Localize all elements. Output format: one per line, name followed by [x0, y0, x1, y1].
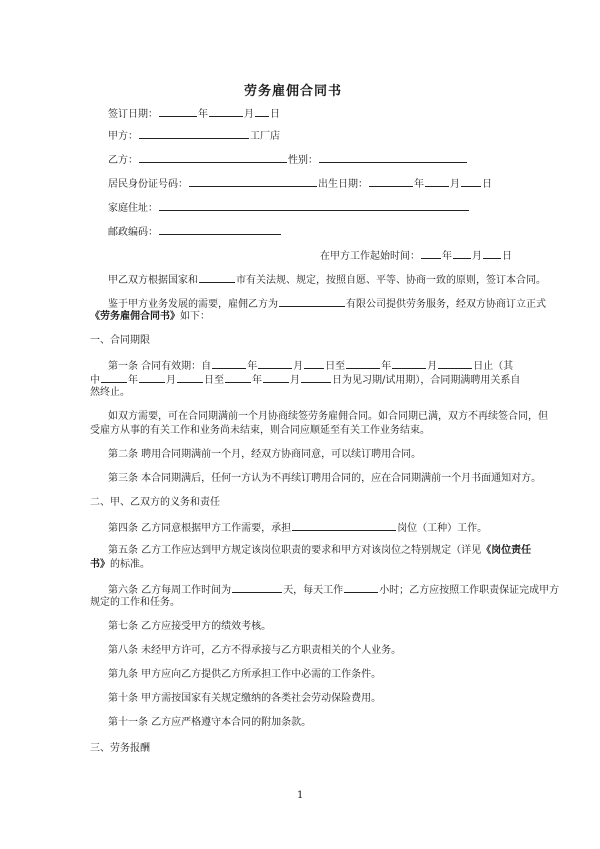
- position-blank[interactable]: [292, 520, 396, 531]
- start-day-blank[interactable]: [483, 248, 501, 259]
- clause-7: 第七条 乙方应接受甲方的绩效考核。: [108, 621, 272, 632]
- c1-start-month-blank[interactable]: [258, 358, 292, 369]
- party-a-suffix: 工厂店: [250, 131, 280, 142]
- intro-paragraph-2: 鉴于甲方业务发展的需要，雇佣乙方为 有限公司提供劳务服务，经双方协商订立正式: [108, 296, 546, 312]
- id-birth-field: 居民身份证号码： 出生日期： 年 月 日: [108, 176, 492, 192]
- start-year-blank[interactable]: [421, 248, 441, 259]
- year-label: 年: [198, 109, 208, 120]
- page-title: 劳务雇佣合同书: [244, 84, 343, 99]
- postcode-blank[interactable]: [159, 224, 281, 235]
- postcode-field: [108, 224, 282, 240]
- party-a-field: [108, 128, 280, 144]
- sign-day-blank[interactable]: [255, 106, 269, 117]
- section-heading-2: 二、甲、乙双方的义务和责任: [90, 497, 220, 508]
- city-blank[interactable]: [199, 272, 235, 283]
- party-a-label: 甲方：: [108, 131, 138, 142]
- clause-9: 第九条 甲方应向乙方提供乙方所承担工作中必需的工作条件。: [108, 669, 382, 680]
- birth-day-blank[interactable]: [461, 176, 481, 187]
- sign-date-field: [108, 106, 280, 122]
- birth-year-blank[interactable]: [369, 176, 413, 187]
- start-month-blank[interactable]: [453, 248, 471, 259]
- c1-start-day-blank[interactable]: [304, 358, 324, 369]
- address-blank[interactable]: [159, 200, 469, 211]
- address-field: [108, 200, 470, 216]
- clause-11: 第十一条 乙方应严格遵守本合同的附加条款。: [108, 717, 312, 728]
- month-label: 月: [244, 109, 254, 120]
- start-work-label: 在甲方工作起始时间：: [320, 251, 420, 262]
- gender-label: 性别：: [288, 155, 318, 166]
- c1-trial-start-year-blank[interactable]: [101, 372, 127, 383]
- party-a-blank[interactable]: [139, 128, 249, 139]
- clause-2: 第二条 聘用合同期满前一个月，经双方协商同意，可以续订聘用合同。: [108, 449, 422, 460]
- c1-end-day-blank[interactable]: [438, 358, 472, 369]
- clause-6-cont: 规定的工作和任务。: [90, 597, 180, 608]
- address-label: 家庭住址：: [108, 203, 158, 214]
- clause-8: 第八条 未经甲方许可，乙方不得承接与乙方职责相关的个人业务。: [108, 645, 402, 656]
- start-work-field: 在甲方工作起始时间： 年 月 日: [320, 248, 512, 264]
- clause-5-cont: 书》的标准。: [90, 559, 150, 570]
- clause-1: 第一条 合同有效期：自 年 月 日至 年 月 日止（其: [108, 358, 513, 374]
- id-label: 居民身份证号码：: [108, 179, 188, 190]
- id-number-blank[interactable]: [189, 176, 317, 187]
- hours-per-day-blank[interactable]: [344, 582, 378, 593]
- gender-blank[interactable]: [319, 152, 467, 163]
- clause-6: 第六条 乙方每周工作时间为 天，每天工作 小时；乙方应按照工作职责保证完成甲方: [108, 582, 559, 598]
- party-b-blank[interactable]: [139, 152, 287, 163]
- intro-paragraph-1: 甲乙双方根据国家和 市有关法规、规定，按照自愿、平等、协商一致的原则，签订本合同。: [108, 272, 546, 288]
- intro-paragraph-2-cont: 《劳务雇佣合同书》如下：: [90, 311, 210, 322]
- c1-trial-end-year-blank[interactable]: [225, 372, 251, 383]
- sign-year-blank[interactable]: [159, 106, 197, 117]
- c1-trial-start-month-blank[interactable]: [139, 372, 165, 383]
- company-blank[interactable]: [279, 296, 345, 307]
- clause-5: 第五条 乙方工作应达到甲方规定该岗位职责的要求和甲方对该岗位之特别规定（详见《岗位责任: [108, 545, 532, 556]
- party-b-field: [108, 152, 468, 168]
- clause-4: 第四条 乙方同意根据甲方工作需要，承担 岗位（工种）工作。: [108, 520, 487, 536]
- day-label: 日: [270, 109, 280, 120]
- sign-date-label: 签订日期：: [108, 109, 158, 120]
- c1-end-year-blank[interactable]: [346, 358, 380, 369]
- c1-trial-start-day-blank[interactable]: [177, 372, 203, 383]
- c1-trial-end-day-blank[interactable]: [301, 372, 331, 383]
- sign-month-blank[interactable]: [209, 106, 243, 117]
- clause-10: 第十条 甲方需按国家有关规定缴纳的各类社会劳动保险费用。: [108, 693, 382, 704]
- page-number: 1: [297, 790, 304, 801]
- birth-month-blank[interactable]: [425, 176, 449, 187]
- c1-trial-end-month-blank[interactable]: [263, 372, 289, 383]
- section-heading-3: 三、劳务报酬: [90, 743, 150, 754]
- postcode-label: 邮政编码：: [108, 227, 158, 238]
- party-b-label: 乙方：: [108, 155, 138, 166]
- c1-end-month-blank[interactable]: [392, 358, 426, 369]
- section-heading-1: 一、合同期限: [90, 335, 150, 346]
- birth-label: 出生日期：: [318, 179, 368, 190]
- days-per-week-blank[interactable]: [232, 582, 282, 593]
- clause-1-line-3: 然终止。: [90, 387, 130, 398]
- renewal-paragraph-line-1: 如双方需要，可在合同期满前一个月协商续签劳务雇佣合同。如合同期已满，双方不再续签合同，但: [108, 411, 548, 422]
- clause-3: 第三条 本合同期满后，任何一方认为不再续订聘用合同的，应在合同期满前一个月书面通知对方。: [108, 473, 542, 484]
- clause-1-line-2: 中 年 月 日至 年 月 日为见习期/试用期），合同期满聘用关系自: [90, 372, 520, 388]
- c1-start-year-blank[interactable]: [212, 358, 246, 369]
- renewal-paragraph-line-2: 受雇方从事的有关工作和业务尚未结束，则合同应顺延至有关工作业务结束。: [90, 425, 430, 436]
